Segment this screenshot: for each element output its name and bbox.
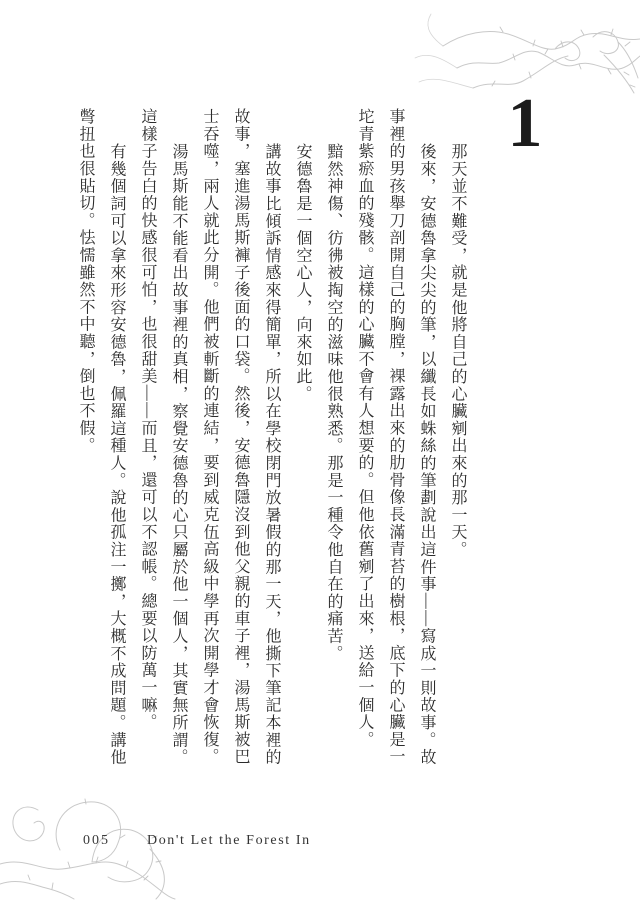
chapter-number: 1 [507,85,543,162]
page-footer [83,833,311,849]
paragraph: 那天並不難受，就是他將自己的心臟剜出來的那一天。 [449,143,466,559]
paragraph: 有幾個詞可以拿來形容安德魯，佩羅這種人。說他孤注一擲，大概不成問題。講他彆扭也很貼切。怯懦雖然不中聽，倒也不假。 [77,108,125,766]
body-text [70,108,473,768]
paragraph: 後來，安德魯拿尖尖的筆，以纖長如蛛絲的筆劃說出這件事——寫成一則故事。故事裡的男孩舉刀剖開自己的胸膛，裸露出來的肋骨像長滿青苔的樹根，底下的心臟是一坨青紫瘀血的殘骸。這樣的心臟不會有人想要的。但他依舊剜了出來，送給一個人。 [356,108,435,766]
paragraph: 湯馬斯能不能看出故事裡的真相，察覺安德魯的心只屬於他一個人，其實無所謂。這樣子告白的快感很可怕，也很甜美——而且，還可以不認帳。總要以防萬一嘛。 [139,108,187,766]
paragraph: 安德魯是一個空心人，向來如此。 [294,143,311,403]
paragraph: 講故事比傾訴情感來得簡單，所以在學校閉門放暑假的那一天，他撕下筆記本裡的故事，塞進湯馬斯褲子後面的口袋。然後，安德魯隱沒到他父親的車子裡，湯馬斯被巴士吞噬，兩人就此分開。他們被斬斷的連結，要到威克伍高級中學再次開學才會恢復。 [201,108,280,766]
paragraph: 黯然神傷、彷彿被掏空的滋味他很熟悉。那是一種令他自在的痛苦。 [325,143,342,662]
book-title: Don't Let the Forest In [147,833,311,848]
page-number: 005 [83,833,110,848]
